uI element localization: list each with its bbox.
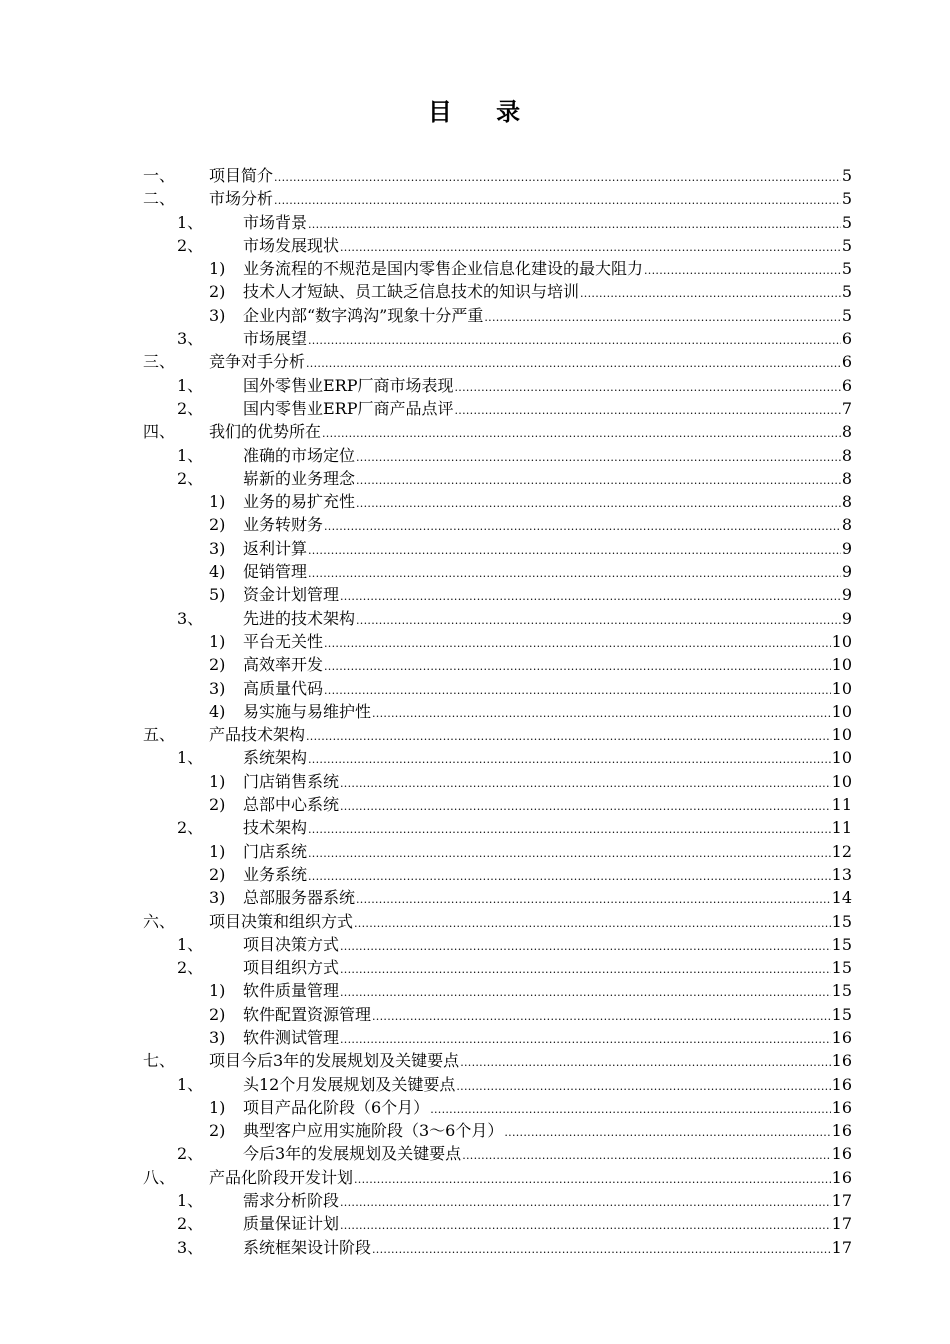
toc-entry-number: 三、 (143, 352, 176, 372)
toc-entry-line (243, 1073, 852, 1098)
toc-entry[interactable] (0, 1166, 950, 1189)
toc-entry-title: 门店系统 (243, 841, 308, 861)
toc-entry-page-number: 16 (831, 1167, 852, 1187)
toc-entry-number: 二、 (143, 189, 176, 209)
toc-dot-leader (504, 1121, 830, 1144)
toc-entry-number: 3) (209, 305, 226, 325)
toc-entry-number: 3、 (177, 329, 204, 349)
toc-entry-line (243, 327, 852, 352)
toc-dot-leader (354, 1168, 831, 1191)
toc-entry-title: 技术人才短缺、员工缺乏信息技术的知识与培训 (243, 282, 580, 302)
toc-entry-page-number: 17 (831, 1237, 852, 1257)
toc-entry-page-number: 10 (831, 771, 852, 791)
toc-entry-page-number: 6 (841, 329, 852, 349)
toc-entry[interactable] (0, 770, 950, 793)
toc-dot-leader (372, 702, 831, 725)
toc-dot-leader (430, 1098, 830, 1121)
toc-dot-leader (455, 399, 841, 422)
toc-entry[interactable] (0, 537, 950, 560)
toc-entry-title: 今后3年的发展规划及关键要点 (243, 1144, 462, 1164)
toc-entry-number: 2) (209, 1004, 226, 1024)
toc-entry-title: 项目决策方式 (243, 934, 340, 954)
toc-entry-line (209, 1049, 852, 1074)
toc-entry-number: 4) (209, 562, 226, 582)
toc-entry-number: 3) (209, 678, 226, 698)
toc-entry[interactable] (0, 513, 950, 536)
toc-entry-number: 1、 (177, 375, 204, 395)
toc-entry-page-number: 5 (841, 235, 852, 255)
toc-entry-title: 崭新的业务理念 (243, 468, 356, 488)
toc-entry-page-number: 12 (831, 841, 852, 861)
toc-entry-title: 项目产品化阶段（6个月） (243, 1097, 430, 1117)
toc-entry-line (243, 444, 852, 469)
toc-entry-title: 市场展望 (243, 329, 308, 349)
toc-entry-page-number: 10 (831, 748, 852, 768)
toc-entry-number: 5) (209, 585, 226, 605)
toc-entry-page-number: 15 (831, 981, 852, 1001)
toc-dot-leader (340, 935, 831, 958)
toc-dot-leader (308, 748, 831, 771)
toc-entry-page-number: 13 (831, 864, 852, 884)
toc-dot-leader (456, 1075, 830, 1098)
toc-dot-leader (340, 1214, 831, 1237)
toc-entry-number: 3) (209, 538, 226, 558)
toc-entry-number: 3) (209, 1027, 226, 1047)
toc-entry-title: 项目决策和组织方式 (209, 911, 354, 931)
toc-entry[interactable] (0, 1142, 950, 1165)
toc-entry[interactable] (0, 234, 950, 257)
toc-entry-page-number: 16 (831, 1027, 852, 1047)
toc-entry-page-number: 6 (841, 375, 852, 395)
toc-entry[interactable] (0, 280, 950, 303)
toc-entry[interactable] (0, 723, 950, 746)
toc-entry-number: 3、 (177, 1237, 204, 1257)
toc-entry-line (209, 910, 852, 935)
toc-entry-title: 软件配置资源管理 (243, 1004, 372, 1024)
toc-dot-leader (324, 515, 841, 538)
toc-entry-page-number: 16 (831, 1051, 852, 1071)
toc-entry[interactable] (0, 1119, 950, 1142)
toc-entry[interactable] (0, 1003, 950, 1026)
toc-dot-leader (308, 865, 831, 888)
toc-entry-title: 高效率开发 (243, 655, 324, 675)
toc-entry-page-number: 8 (841, 492, 852, 512)
toc-entry[interactable] (0, 397, 950, 420)
toc-entry-line (243, 560, 852, 585)
toc-entry-line (243, 513, 852, 538)
toc-dot-leader (340, 795, 831, 818)
toc-entry[interactable] (0, 677, 950, 700)
toc-entry-number: 1) (209, 259, 226, 279)
toc-entry[interactable] (0, 607, 950, 630)
toc-entry-page-number: 6 (841, 352, 852, 372)
toc-entry-page-number: 9 (841, 585, 852, 605)
toc-entry[interactable] (0, 793, 950, 816)
toc-dot-leader (354, 912, 831, 935)
toc-entry-number: 2) (209, 655, 226, 675)
toc-entry-line (243, 467, 852, 492)
toc-entry-title: 业务转财务 (243, 515, 324, 535)
toc-entry-number: 1、 (177, 748, 204, 768)
toc-entry-page-number: 14 (831, 888, 852, 908)
toc-entry-line (243, 770, 852, 795)
toc-entry-line (243, 397, 852, 422)
toc-dot-leader (308, 213, 841, 236)
toc-dot-leader (644, 259, 841, 282)
toc-dot-leader (324, 632, 831, 655)
toc-entry-title: 国外零售业ERP厂商市场表现 (243, 375, 454, 395)
toc-entry-page-number: 8 (841, 422, 852, 442)
toc-entry-number: 2、 (177, 1144, 204, 1164)
toc-entry[interactable] (0, 327, 950, 350)
toc-entry-number: 3) (209, 888, 226, 908)
toc-entry[interactable] (0, 956, 950, 979)
toc-entry[interactable] (0, 374, 950, 397)
toc-entry-number: 1) (209, 1097, 226, 1117)
toc-entry-title: 我们的优势所在 (209, 422, 322, 442)
toc-entry-page-number: 17 (831, 1214, 852, 1234)
toc-entry-page-number: 15 (831, 934, 852, 954)
toc-dot-leader (356, 469, 841, 492)
toc-entry-page-number: 10 (831, 631, 852, 651)
toc-entry-title: 高质量代码 (243, 678, 324, 698)
toc-dot-leader (340, 981, 831, 1004)
toc-entry-number: 1) (209, 981, 226, 1001)
toc-entry-number: 2) (209, 515, 226, 535)
toc-dot-leader (306, 352, 841, 375)
toc-entry-page-number: 16 (831, 1144, 852, 1164)
toc-entry[interactable] (0, 653, 950, 676)
toc-entry-page-number: 16 (831, 1074, 852, 1094)
toc-entry-page-number: 16 (831, 1121, 852, 1141)
toc-entry-page-number: 11 (831, 795, 852, 815)
toc-entry-title: 业务系统 (243, 864, 308, 884)
toc-entry-page-number: 5 (841, 259, 852, 279)
toc-list (0, 164, 950, 1259)
toc-entry-line (243, 280, 852, 305)
toc-entry-title: 资金计划管理 (243, 585, 340, 605)
toc-entry-line (243, 304, 852, 329)
toc-entry-page-number: 9 (841, 538, 852, 558)
toc-entry-number: 3、 (177, 608, 204, 628)
toc-entry-line (243, 1026, 852, 1051)
toc-entry-page-number: 9 (841, 608, 852, 628)
toc-entry-number: 2) (209, 864, 226, 884)
toc-entry[interactable] (0, 490, 950, 513)
toc-entry-line (209, 723, 852, 748)
toc-dot-leader (322, 422, 841, 445)
toc-entry[interactable] (0, 746, 950, 769)
toc-entry-title: 业务流程的不规范是国内零售企业信息化建设的最大阻力 (243, 259, 644, 279)
toc-entry-number: 2) (209, 1121, 226, 1141)
toc-entry-page-number: 5 (841, 166, 852, 185)
toc-entry-line (243, 1212, 852, 1237)
toc-dot-leader (274, 189, 841, 212)
toc-entry-title: 易实施与易维护性 (243, 701, 372, 721)
toc-entry[interactable] (0, 1212, 950, 1235)
toc-dot-leader (274, 166, 841, 189)
toc-entry-number: 2、 (177, 235, 204, 255)
toc-entry-number: 1) (209, 492, 226, 512)
toc-entry-number: 2) (209, 795, 226, 815)
toc-entry-line (243, 863, 852, 888)
toc-entry-title: 市场分析 (209, 189, 274, 209)
toc-entry-line (243, 374, 852, 399)
toc-entry-title: 市场发展现状 (243, 235, 340, 255)
toc-entry[interactable] (0, 630, 950, 653)
toc-entry-line (209, 187, 852, 212)
toc-entry-line (243, 1142, 852, 1167)
toc-entry-page-number: 16 (831, 1097, 852, 1117)
toc-entry-number: 4) (209, 701, 226, 721)
toc-dot-leader (308, 329, 841, 352)
toc-entry-line (243, 607, 852, 632)
toc-entry-number: 六、 (143, 911, 176, 931)
toc-entry-line (243, 933, 852, 958)
toc-entry-number: 1) (209, 841, 226, 861)
toc-dot-leader (372, 1238, 831, 1261)
toc-entry-number: 2、 (177, 468, 204, 488)
toc-entry-line (243, 956, 852, 981)
toc-entry-line (243, 1096, 852, 1121)
toc-entry-title: 企业内部“数字鸿沟”现象十分严重 (243, 305, 484, 325)
toc-dot-leader (356, 446, 841, 469)
toc-entry-title: 项目今后3年的发展规划及关键要点 (209, 1051, 460, 1071)
toc-dot-leader (460, 1051, 830, 1074)
toc-entry-title: 先进的技术架构 (243, 608, 356, 628)
toc-entry-number: 1、 (177, 212, 204, 232)
toc-entry-number: 一、 (143, 166, 176, 185)
toc-dot-leader (340, 1191, 831, 1214)
toc-entry[interactable] (0, 979, 950, 1002)
toc-entry-title: 产品化阶段开发计划 (209, 1167, 354, 1187)
toc-entry-page-number: 10 (831, 678, 852, 698)
toc-dot-leader (308, 562, 841, 585)
toc-entry-line (243, 840, 852, 865)
toc-entry-page-number: 8 (841, 515, 852, 535)
toc-entry[interactable] (0, 1189, 950, 1212)
toc-entry-title: 软件测试管理 (243, 1027, 340, 1047)
toc-entry-page-number: 8 (841, 468, 852, 488)
toc-entry-title: 项目组织方式 (243, 958, 340, 978)
toc-entry-number: 2、 (177, 958, 204, 978)
toc-entry-title: 技术架构 (243, 818, 308, 838)
toc-entry-line (209, 420, 852, 445)
toc-entry-number: 1) (209, 631, 226, 651)
toc-entry-line (243, 979, 852, 1004)
toc-entry-title: 项目简介 (209, 166, 274, 185)
toc-dot-leader (340, 1028, 831, 1051)
toc-entry-line (243, 257, 852, 282)
toc-dot-leader (324, 655, 831, 678)
toc-entry[interactable] (0, 1049, 950, 1072)
toc-entry-number: 2) (209, 282, 226, 302)
toc-entry-title: 典型客户应用实施阶段（3～6个月） (243, 1121, 504, 1141)
toc-entry[interactable] (0, 444, 950, 467)
toc-entry-title: 质量保证计划 (243, 1214, 340, 1234)
toc-entry-line (243, 1189, 852, 1214)
toc-entry-page-number: 5 (841, 305, 852, 325)
toc-dot-leader (306, 725, 831, 748)
toc-entry-page-number: 17 (831, 1191, 852, 1211)
toc-entry-line (209, 350, 852, 375)
toc-entry-page-number: 15 (831, 958, 852, 978)
toc-entry-page-number: 15 (831, 1004, 852, 1024)
toc-entry-title: 软件质量管理 (243, 981, 340, 1001)
toc-entry[interactable] (0, 1236, 950, 1259)
toc-entry[interactable] (0, 560, 950, 583)
toc-dot-leader (372, 1005, 831, 1028)
toc-entry-title: 产品技术架构 (209, 725, 306, 745)
toc-entry[interactable] (0, 350, 950, 373)
toc-entry-number: 八、 (143, 1167, 176, 1187)
toc-entry[interactable] (0, 467, 950, 490)
toc-dot-leader (308, 818, 831, 841)
toc-entry-title: 总部中心系统 (243, 795, 340, 815)
toc-entry[interactable] (0, 211, 950, 234)
toc-entry-title: 竞争对手分析 (209, 352, 306, 372)
toc-entry-number: 七、 (143, 1051, 176, 1071)
toc-dot-leader (462, 1144, 830, 1167)
toc-entry-line (243, 816, 852, 841)
toc-entry-number: 1、 (177, 1074, 204, 1094)
toc-entry-line (243, 490, 852, 515)
toc-entry[interactable] (0, 816, 950, 839)
toc-entry-page-number: 5 (841, 189, 852, 209)
toc-dot-leader (356, 888, 831, 911)
toc-entry-line (243, 653, 852, 678)
toc-entry-line (243, 537, 852, 562)
toc-dot-leader (340, 958, 831, 981)
toc-entry-title: 平台无关性 (243, 631, 324, 651)
toc-entry-page-number: 9 (841, 562, 852, 582)
toc-dot-leader (340, 585, 841, 608)
toc-entry-number: 1) (209, 771, 226, 791)
toc-entry[interactable] (0, 164, 950, 187)
toc-entry-title: 系统框架设计阶段 (243, 1237, 372, 1257)
toc-dot-leader (580, 282, 841, 305)
toc-entry[interactable] (0, 700, 950, 723)
toc-dot-leader (308, 539, 841, 562)
toc-dot-leader (455, 376, 841, 399)
toc-entry-line (243, 886, 852, 911)
toc-entry-page-number: 5 (841, 212, 852, 232)
toc-entry[interactable] (0, 933, 950, 956)
toc-title: 目 录 (427, 98, 539, 126)
toc-entry[interactable] (0, 304, 950, 327)
toc-dot-leader (356, 609, 841, 632)
toc-entry-number: 2、 (177, 1214, 204, 1234)
toc-entry-page-number: 15 (831, 911, 852, 931)
toc-entry-number: 1、 (177, 934, 204, 954)
toc-entry-line (243, 234, 852, 259)
toc-entry-line (243, 700, 852, 725)
toc-entry[interactable] (0, 257, 950, 280)
toc-entry[interactable] (0, 1096, 950, 1119)
toc-entry-line (243, 746, 852, 771)
toc-dot-leader (340, 772, 831, 795)
toc-entry-title: 业务的易扩充性 (243, 492, 356, 512)
toc-entry-title: 返利计算 (243, 538, 308, 558)
toc-entry-line (243, 583, 852, 608)
toc-entry-line (243, 1003, 852, 1028)
toc-entry-number: 2、 (177, 398, 204, 418)
toc-entry[interactable] (0, 1026, 950, 1049)
toc-entry-line (243, 677, 852, 702)
toc-entry-title: 门店销售系统 (243, 771, 340, 791)
toc-entry-line (243, 1236, 852, 1261)
toc-entry-line (243, 630, 852, 655)
toc-entry-line (209, 164, 852, 189)
toc-entry[interactable] (0, 863, 950, 886)
toc-entry-page-number: 11 (831, 818, 852, 838)
toc-entry-line (243, 793, 852, 818)
toc-entry[interactable] (0, 420, 950, 443)
toc-entry-line (243, 1119, 852, 1144)
toc-entry-page-number: 10 (831, 725, 852, 745)
toc-entry-title: 头12个月发展规划及关键要点 (243, 1074, 456, 1094)
toc-dot-leader (484, 306, 840, 329)
toc-entry-page-number: 8 (841, 445, 852, 465)
toc-entry-page-number: 5 (841, 282, 852, 302)
toc-entry-title: 国内零售业ERP厂商产品点评 (243, 398, 454, 418)
toc-dot-leader (308, 842, 831, 865)
toc-entry-line (209, 1166, 852, 1191)
toc-entry-title: 总部服务器系统 (243, 888, 356, 908)
toc-entry-title: 需求分析阶段 (243, 1191, 340, 1211)
toc-entry[interactable] (0, 910, 950, 933)
toc-dot-leader (356, 492, 841, 515)
toc-entry-page-number: 7 (841, 398, 852, 418)
toc-dot-leader (340, 236, 841, 259)
toc-entry[interactable] (0, 886, 950, 909)
toc-entry-number: 四、 (143, 422, 176, 442)
toc-entry-page-number: 10 (831, 655, 852, 675)
toc-entry-title: 系统架构 (243, 748, 308, 768)
toc-entry-number: 2、 (177, 818, 204, 838)
toc-entry-title: 准确的市场定位 (243, 445, 356, 465)
toc-entry[interactable] (0, 187, 950, 210)
toc-entry-number: 1、 (177, 1191, 204, 1211)
toc-entry-page-number: 10 (831, 701, 852, 721)
toc-entry-title: 市场背景 (243, 212, 308, 232)
toc-entry[interactable] (0, 840, 950, 863)
toc-entry[interactable] (0, 1073, 950, 1096)
toc-entry[interactable] (0, 583, 950, 606)
toc-entry-number: 1、 (177, 445, 204, 465)
toc-entry-line (243, 211, 852, 236)
toc-entry-title: 促销管理 (243, 562, 308, 582)
toc-dot-leader (324, 679, 831, 702)
toc-entry-number: 五、 (143, 725, 176, 745)
